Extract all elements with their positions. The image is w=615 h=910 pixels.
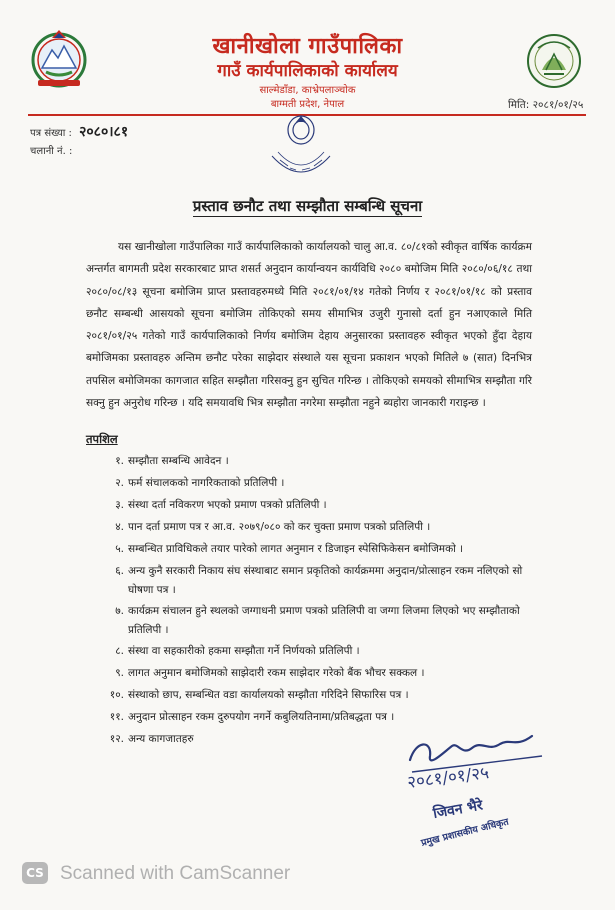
camscanner-badge: CS: [22, 862, 48, 884]
dispatch-number-label: चलानी नं. :: [30, 146, 73, 157]
notice-subject: [0, 196, 615, 216]
letter-number-row: [30, 122, 128, 141]
officer-name: जिवन भैरे: [431, 797, 484, 822]
signature-block: [392, 722, 572, 852]
letter-date: मिति: २०८१/०१/२५: [508, 99, 584, 111]
notice-body: यस खानीखोला गाउँपालिका गाउँ कार्यपालिकाको कार्यालयको चालु आ.व. ८०/८१को स्वीकृत वार्षिक कार्यक्रम अन्तर्गत बागमती प्रदेश सरकारबाट प्राप्त शसर्त अनुदान कार्यान्वयन कार्यविधि २०८० बमोजिम मिति २०८०/०६/१८ तथा २०८०/०८/१३ सूचना बमोजिम प्राप्त प्रस्तावहरुमध्ये मिति २०८१/०१/१४ गतेको निर्णय र २०८१/०१/१८ को प्रस्ताव छनौट सम्बन्धी आसयको सूचना बमोजिम तोकिएको समय सीमाभित्र उजुरी गुनासो दर्ता हुन नआएकाले मिति २०८१/०१/२५ गतेको गाउँ कार्यपालिकाको निर्णय बमोजिम देहाय अनुसारका प्रस्तावहरु स्वीकृत भएको हुँदा देहाय बमोजिमका प्रस्तावहरु अन्तिम छनौट परेका साझेदार संस्थाले यस सूचना प्रकाशन भएको मितिले ७ (सात) दिनभित्र तपसिल बमोजिमका कागजात सहित सम्झौता गरिसक्नु हुन सुचित गरिन्छ । तोकिएको समयको सीमाभित्र सम्झौता गरि सक्नु हुन अनुरोध गरिन्छ । यदि समयावधि भित्र सम्झौता नगरेमा सम्झौता नहुने ब्यहोरा जानकारी गराइन्छ ।: [86, 241, 532, 410]
letter-number-value: २०८०।८१: [79, 124, 129, 140]
notice-subject-text: प्रस्ताव छनौट तथा सम्झौता सम्बन्धि सूचना: [192, 197, 423, 215]
office-stamp-icon: [262, 108, 340, 188]
signature-date: २०८१/०१/२५: [406, 763, 491, 793]
officer-title: प्रमुख प्रशासकीय अधिकृत: [420, 816, 510, 849]
letter-page: खानीखोला गाउँपालिका गाउँ कार्यपालिकाको कार्यालय साल्मेडाँडा, काभ्रेपलाञ्चोक बाग्मती प्रदेश, नेपाल मिति: २०८१/०१/२५ पत्र संख्या : २०८०।८१ चलानी नं. : प्रस्ताव छनौट तथा सम्झौता सम्बन्धि सूचना यस खानीखोला गाउँपालिका गाउँ कार्यपालिकाको कार्यालयको चालु आ.व. ८०/८१को स्वीकृत वार्षिक कार्यक्रम अन्तर्गत बागमती प्रदेश सरकारबाट प्राप्त शसर्त अनुदान कार्यान्वयन कार्यविधि २०८० बमोजिम मिति २०८०/०६/१८ तथा २०८०/०८/१३ सूचना बमोजिम प्राप्त प्रस्तावहरुमध्ये मिति २०८१/०१/१४ गतेको निर्णय र २०८१/०१/१८ को प्रस्ताव छनौट सम्बन्धी आसयको सूचना बमोजिम तोकिएको समय सीमाभित्र उजुरी गुनासो दर्ता हुन नआएकाले मिति २०८१/०१/२५ गतेको गाउँ कार्यपालिकाको निर्णय बमोजिम देहाय अनुसारका प्रस्तावहरु स्वीकृत भएको हुँदा देहाय बमोजिमका प्रस्तावहरु अन्तिम छनौट परेका साझेदार संस्थाले यस सूचना प्रकाशन भएको मितिले ७ (सात) दिनभित्र तपसिल बमोजिमका कागजात सहित सम्झौता गरिसक्नु हुन सुचित गरिन्छ । तोकिएको समयको सीमाभित्र सम्झौता गरि सक्नु हुन अनुरोध गरिन्छ । यदि समयावधि भित्र सम्झौता नगरेमा सम्झौता नहुने ब्यहोरा जानकारी गराइन्छ । तपशिल १. सम्झौता सम्बन्धि आवेदन । २. फर्म संचालकको नागरिकताको प्रतिलिपी । ३. संस्था दर्ता नविकरण भएको प्रमाण पत्रको प्रतिलिपी । ४. पान दर्ता प्रमाण पत्र र आ.व. २०७९/०८० को कर चुक्ता प्रमाण पत्रको प्रतिलिपी । ५. सम्बन्धित प्राविधिकले तयार पारेको लागत अनुमान र डिजाइन स्पेसिफिकेसन बमोजिमको । ६. अन्य कुनै सरकारी निकाय संघ संस्थाबाट समान प्रकृतिको कार्यक्रममा अनुदान/प्रोत्साहन रकम नलिएको सो घोषणा पत्र । ७. कार्यक्रम संचालन हुने स्थलको जग्गाधनी प्रमाण पत्रको प्रतिलिपी वा जग्गा लिजमा लिएको भए सम्झौताको प्रतिलिपी । ८. संस्था वा सहकारीको हकमा सम्झौता गर्ने निर्णयको प्रतिलिपी । ९. लागत अनुमान बमोजिमको साझेदारी रकम साझेदार गरेको बैंक भौचर सक्कल । १०. संस्थाको छाप, सम्बन्धित वडा कार्यालयको सम्झौता गरिदिने सिफारिस पत्र । ११. अनुदान प्रोत्साहन रकम दुरुपयोग नगर्ने कबुलियतिनामा/प्रतिबद्धता पत्र । १२. अन्य कागजातहरु २०८१/०१/२५ जिवन भैरे प्रमुख प्रशासकीय अधिकृत CS Scanned with CamScanner: [0, 0, 615, 910]
letter-number-label: पत्र संख्या :: [30, 128, 72, 139]
org-name: खानीखोला गाउँपालिका: [212, 34, 403, 59]
camscanner-watermark: Scanned with CamScanner: [60, 863, 291, 884]
list-title: तपशिल: [86, 432, 118, 446]
signature-scribble: [410, 736, 532, 760]
address-line-1: साल्मेडाँडा, काभ्रेपलाञ्चोक: [259, 85, 356, 96]
municipality-logo-icon: [524, 30, 584, 92]
address-line-2: बाग्मती प्रदेश, नेपाल: [270, 99, 345, 110]
office-name: गाउँ कार्यपालिकाको कार्यालय: [217, 61, 398, 81]
